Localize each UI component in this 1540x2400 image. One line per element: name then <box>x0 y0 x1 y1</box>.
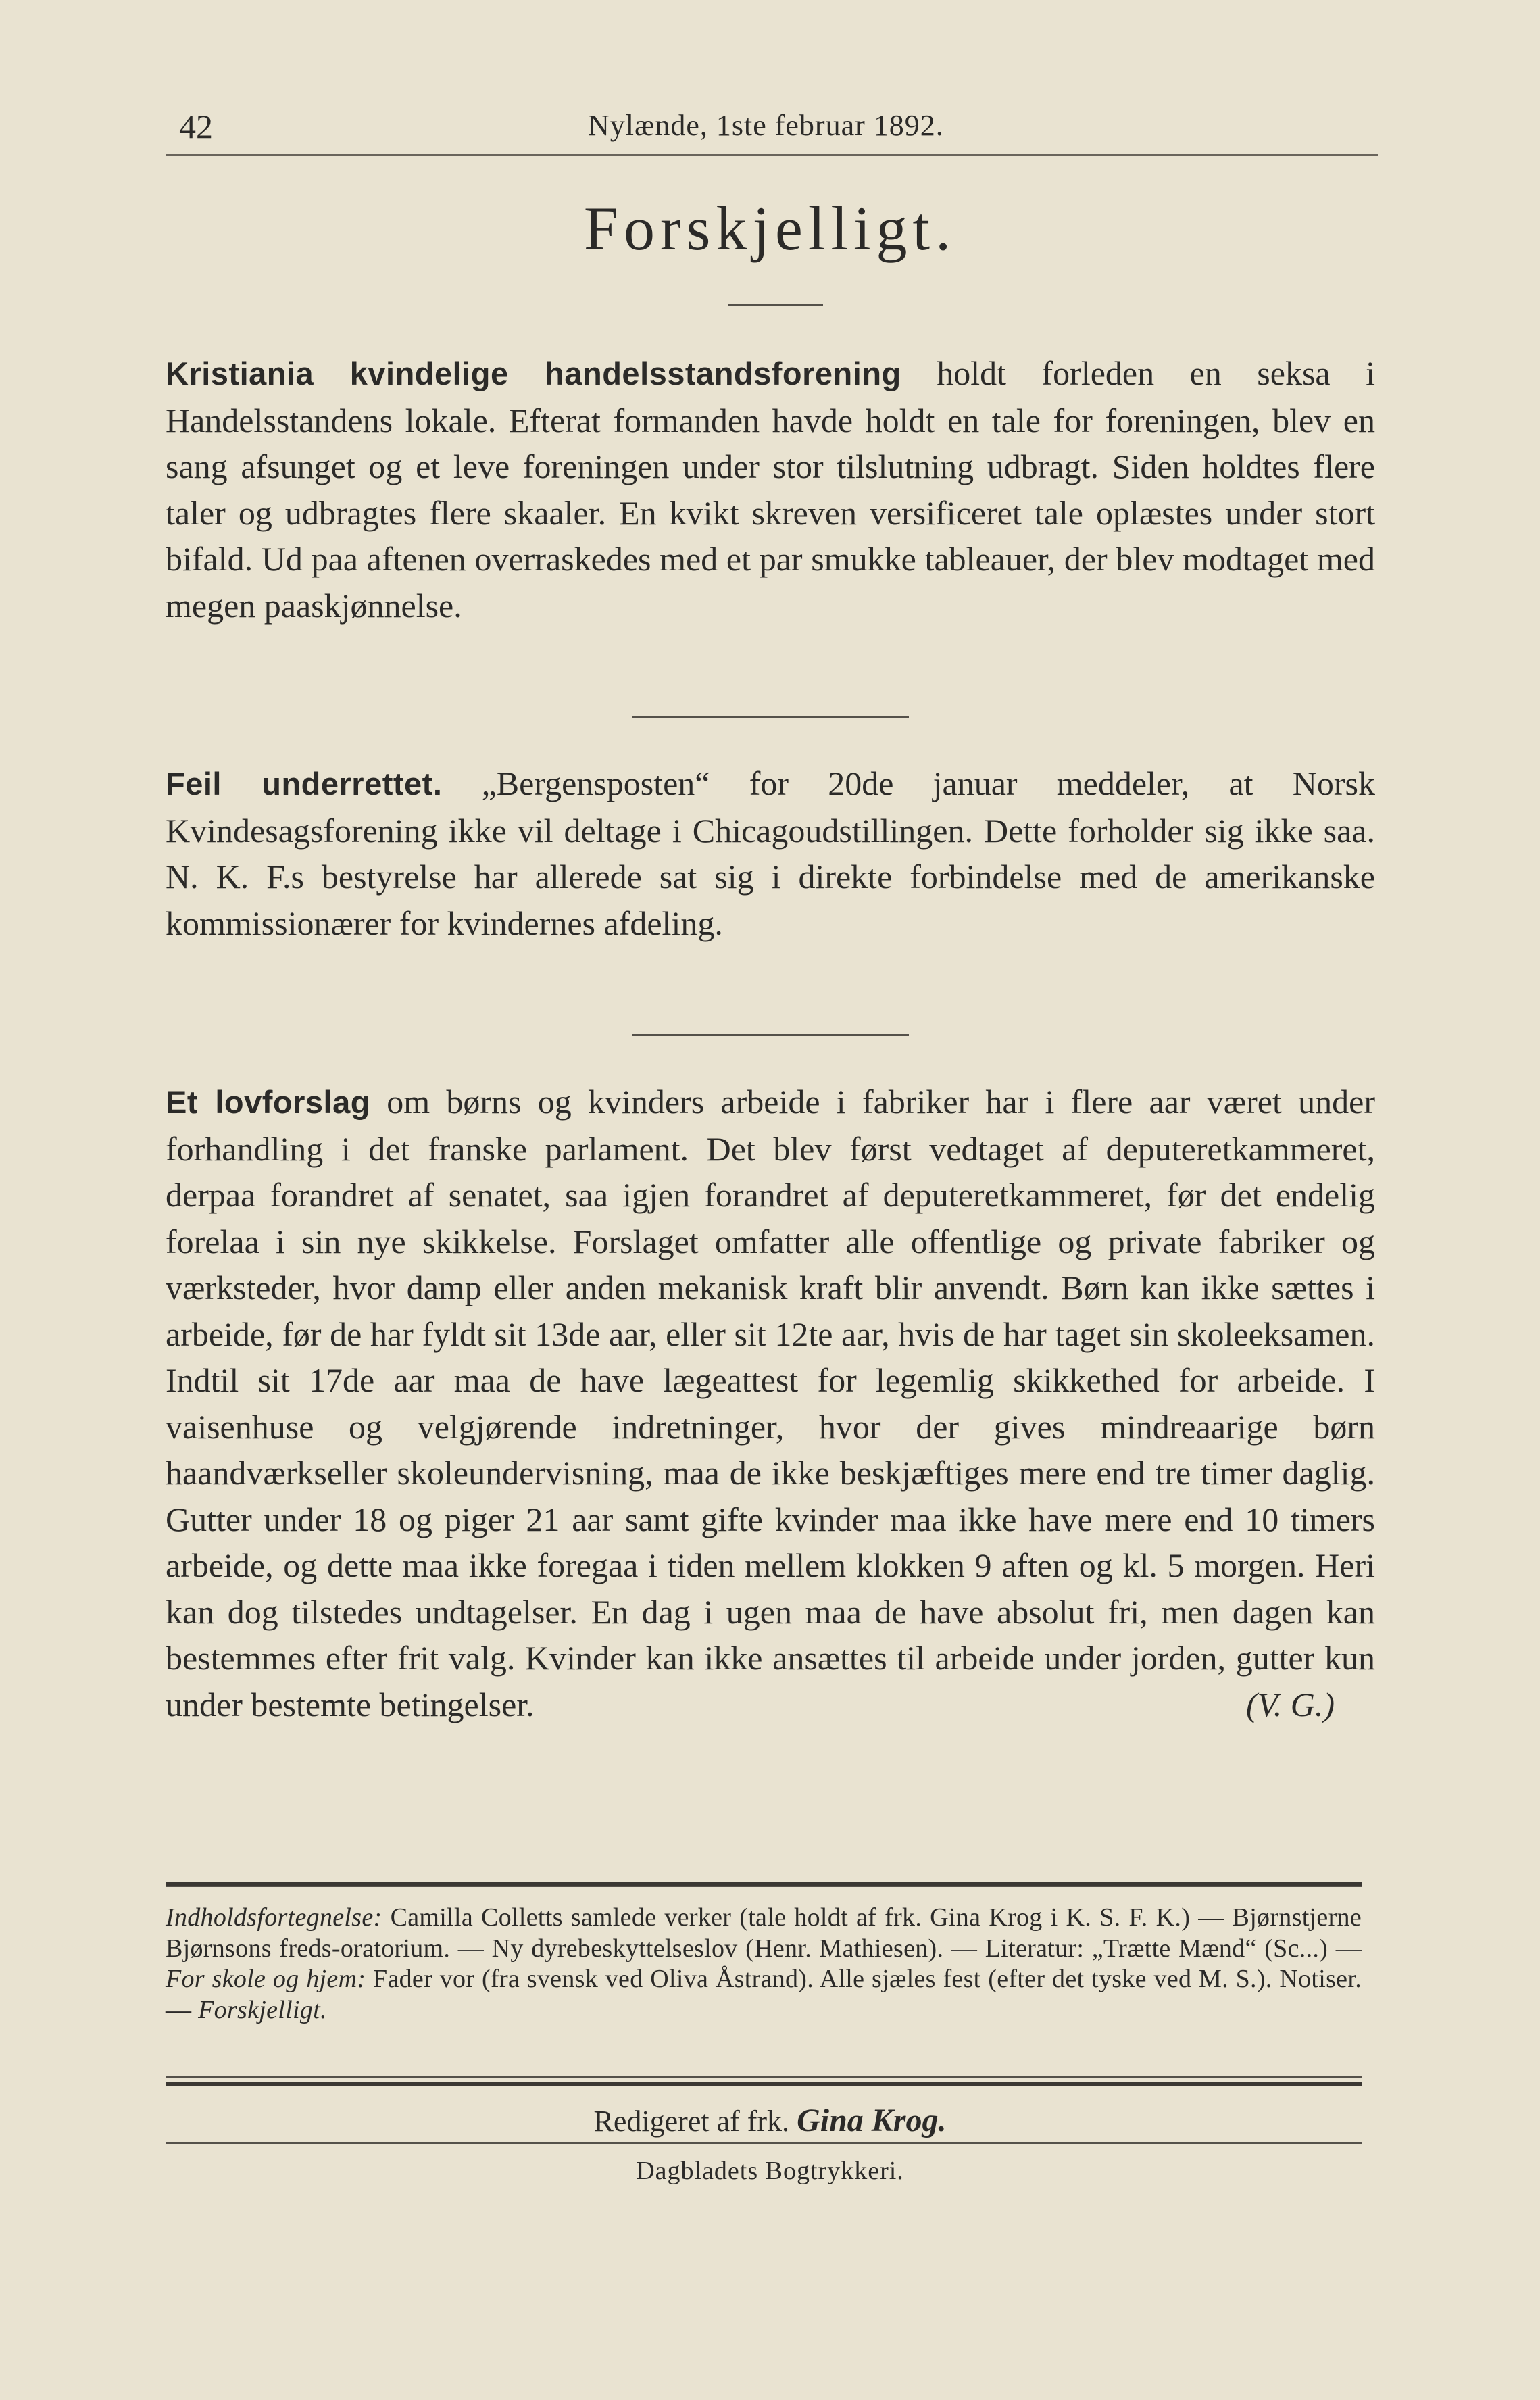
article-body: „Bergensposten“ for 20de januar meddeler, at Norsk Kvindesagsforening ikke vil deltage i Chicagoudstillingen. Dette forholder sig ikke saa. N. K. F.s bestyrelse har allerede sat sig i direkte forbindelse med de amerikanske kommissionærer for kvindernes afdeling. <box>166 764 1375 942</box>
article-feil-underrettet <box>166 760 1375 946</box>
article-signature: (V. G.) <box>1245 1685 1335 1723</box>
footer-rule <box>166 2142 1362 2144</box>
article-lead: Kristiania kvindelige handelsstandsforening <box>166 356 901 391</box>
printer-line: Dagbladets Bogtrykkeri. <box>636 2157 904 2185</box>
toc-label: Indholdsfortegnelse: <box>166 1903 382 1932</box>
page-number: 42 <box>179 107 213 145</box>
toc-section-name: Forskjelligt. <box>198 1995 327 2024</box>
article-body: om børns og kvinders arbeide i fabriker har i flere aar været under forhandling i det franske parlament. Det blev først vedtaget af deputeretkammeret, derpaa forandret af senatet, saa igjen forandret af deputeretkammeret, før det endelig forelaa i sin nye skikkelse. Forslaget omfatter alle offentlige og private fabriker og værksteder, hvor damp eller anden mekanisk kraft blir anvendt. Børn kan ikke sættes i arbeide, før de har fyldt sit 13de aar, eller sit 12te aar, hvis de har taget sin skoleeksamen. Indtil sit 17de aar maa de have lægeattest for legemlig skikkethed for arbeide. I vaisenhuse og velgjørende indretninger, hvor der gives mindreaarige børn haandværkseller skoleundervisning, maa de ikke beskjæftiges mere end tre timer daglig. Gutter under 18 og piger 21 aar samt gifte kvinder maa ikke have mere end 10 timers arbeide, og dette maa ikke foregaa i tiden mellem klokken 9 aften og kl. 5 morgen. Heri kan dog tilstedes undtagelser. En dag i ugen maa de have absolut fri, men dagen kan bestemmes efter frit valg. Kvinder kan ikke ansættes til arbeide under jorden, gutter kun under bestemte betingelser. <box>166 1083 1375 1723</box>
toc-entries-2: Fader vor (fra svensk ved Oliva Åstrand). Alle sjæles fest (efter det tyske ved M. S.). Notiser. — <box>166 1965 1362 2024</box>
article-divider <box>632 1034 909 1036</box>
article-handelsstandsforening <box>166 350 1375 629</box>
table-of-contents <box>166 1903 1362 2026</box>
toc-section-name: For skole og hjem: <box>166 1965 366 1993</box>
article-divider <box>632 716 909 718</box>
editor-line <box>0 2102 1540 2139</box>
article-lead: Feil underrettet. <box>166 766 443 802</box>
toc-top-rule <box>166 1878 1362 1887</box>
running-title: Nylænde, 1ste februar 1892. <box>588 109 944 142</box>
article-lovforslag <box>166 1079 1375 1728</box>
editor-prefix: Redigeret af frk. <box>593 2105 790 2138</box>
toc-entries-1: Camilla Colletts samlede verker (tale holdt af frk. Gina Krog i K. S. F. K.) — Bjørnstjerne Bjørnsons freds-oratorium. — Ny dyrebeskyttelseslov (Henr. Mathiesen). — Literatur: „Trætte Mænd“ (Sc...) — <box>166 1903 1362 1963</box>
title-divider <box>728 304 823 306</box>
article-lead: Et lovforslag <box>166 1084 370 1120</box>
toc-bottom-rule <box>166 2076 1362 2086</box>
editor-name: Gina Krog. <box>797 2103 947 2138</box>
section-title: Forskjelligt. <box>583 194 957 263</box>
page-header <box>166 107 1378 156</box>
article-body: holdt forleden en seksa i Handelsstandens lokale. Efterat formanden havde holdt en tale for foreningen, blev en sang afsunget og et leve foreningen under stor tilslutning udbragt. Siden holdtes flere taler og udbragtes flere skaaler. En kvikt skreven versificeret tale oplæstes under stort bifald. Ud paa aftenen overraskedes med et par smukke tableauer, der blev modtaget med megen paaskjønnelse. <box>166 354 1376 625</box>
